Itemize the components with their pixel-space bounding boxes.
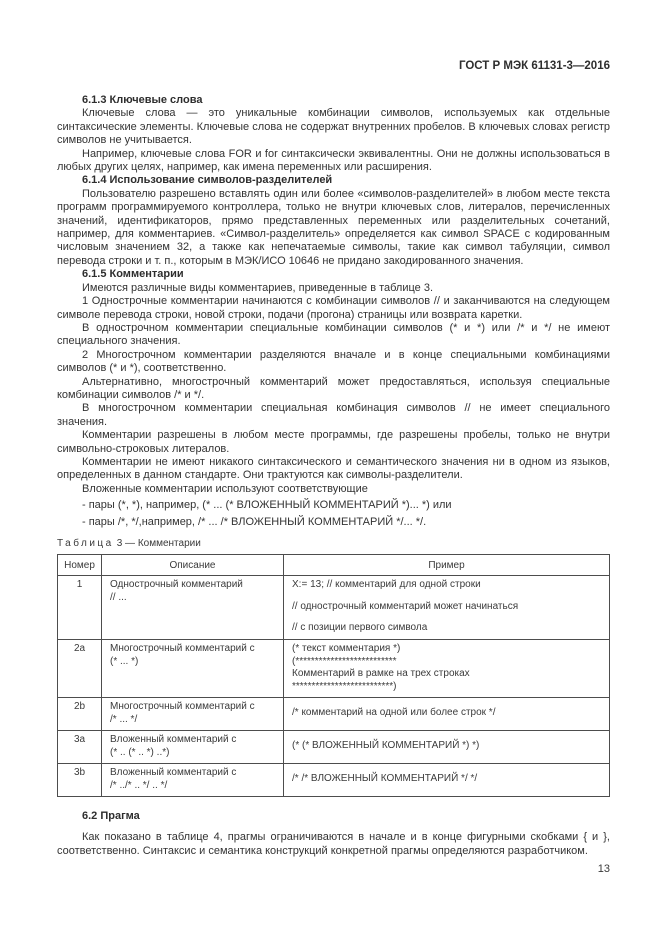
content-flow	[57, 94, 610, 529]
table-row	[58, 731, 610, 764]
paragraph: Комментарии разрешены в любом месте программы, где разрешены пробелы, только не внутри символьно-строковых литералов.	[57, 429, 610, 455]
example-line: (* текст комментария *)	[292, 643, 401, 654]
paragraph: В однострочном комментарии специальные комбинации символов (* и *) или /* и */ не имеют специального значения.	[57, 321, 610, 348]
paragraph: В многострочном комментарии специальная комбинация символов // не имеет специального значения.	[57, 402, 610, 428]
description-cell	[102, 640, 284, 698]
column-header-example: Пример	[284, 555, 610, 576]
table-label-word: Таблица	[57, 538, 114, 549]
example-line: // с позиции первого символа	[292, 622, 428, 634]
list-item: - пары /*, */,например, /* ... /* ВЛОЖЕННЫЙ КОММЕНТАРИЙ */... */.	[82, 515, 427, 528]
example-line: X:= 13; // комментарий для одной строки	[292, 579, 481, 591]
column-header-number: Номер	[58, 555, 102, 576]
paragraph: Альтернативно, многострочный комментарий может предоставляться, используя специальные комбинации символов /* и */.	[57, 375, 610, 401]
example-cell	[284, 640, 610, 698]
paragraph: 2 Многострочном комментарии разделяются вначале и в конце специальными комбинациями символов (* и *), соответственно.	[57, 348, 610, 375]
column-header-description: Описание	[102, 555, 284, 576]
description-cell	[102, 576, 284, 640]
description-line: (* .. (* .. *) ..*)	[110, 746, 170, 758]
paragraph: Вложенные комментарии используют соответствующие	[82, 482, 368, 495]
table-header-row	[58, 555, 610, 576]
description-line: /* ../* .. */ .. */	[110, 779, 168, 791]
example-line: /* /* ВЛОЖЕННЫЙ КОММЕНТАРИЙ */ */	[292, 773, 478, 785]
paragraph: Комментарии не имеют никакого синтаксического и семантического значения ни в одном из языков, определенных в данном стандарте. Они трактуются как символы-разделители.	[57, 455, 610, 482]
section-heading: 6.1.3 Ключевые слова	[82, 94, 203, 106]
description-cell	[102, 698, 284, 731]
section-heading: 6.1.5 Комментарии	[82, 268, 184, 281]
description-line: Многострочный комментарий с	[110, 701, 255, 712]
paragraph: Имеются различные виды комментариев, приведенные в таблице 3.	[82, 281, 434, 294]
example-line: /* комментарий на одной или более строк */	[292, 707, 496, 719]
description-line: Многострочный комментарий с	[110, 643, 255, 654]
description-line: /* ... */	[110, 713, 138, 725]
section-heading: 6.1.4 Использование символов-разделителей	[82, 174, 333, 187]
page-number: 13	[597, 863, 610, 876]
table-row	[58, 764, 610, 797]
doc-header-code: ГОСТ Р МЭК 61131-3—2016	[458, 60, 610, 72]
example-line: Комментарий в рамке на трех строках	[292, 668, 470, 679]
example-line: **************************)	[292, 680, 397, 692]
description-line: Вложенный комментарий с	[110, 734, 237, 745]
row-number-cell: 2a	[58, 640, 102, 698]
paragraph: Пользователю разрешено вставлять один или более «символов-разделителей» в любом месте текста программ программируемого контроллера, только не внутри ключевых слов, литералов, перечисленных значений, идентификаторов, прямо представленных переменных или разделительных сочетаний, например, для комментариев. «Символ-разделитель» определяется как символ SPACE с кодированным числовым значением 32, а также как непечатаемые символы, такие как символ табуляции, символ перевода строки и т. п., которым в МЭК/ИСО 10646 не придано закодированного значения.	[57, 187, 610, 267]
paragraph: Например, ключевые слова FOR и for синтаксически эквивалентны. Они не должны использоваться в любых других целях, например, как имена переменных или расширения.	[57, 147, 610, 174]
description-cell	[102, 731, 284, 764]
after-table-flow	[57, 810, 610, 858]
description-line: // ...	[110, 591, 127, 603]
example-line: (* (* ВЛОЖЕННЫЙ КОММЕНТАРИЙ *) *)	[292, 740, 480, 752]
description-line: (* ... *)	[110, 655, 139, 667]
table-label-number: 3 — Комментарии	[116, 538, 201, 549]
table-row	[58, 576, 610, 640]
section-heading: 6.2 Прагма	[82, 810, 140, 822]
paragraph: Ключевые слова — это уникальные комбинации символов, используемых как отдельные синтаксические элементы. Ключевые слова не содержат внутренних пробелов. В ключевых словах регистр символов не учитывается.	[57, 107, 610, 147]
row-number-cell: 3a	[58, 731, 102, 764]
table-row	[58, 640, 610, 698]
example-cell	[284, 731, 610, 764]
description-line: Однострочный комментарий	[110, 579, 243, 590]
example-line: // однострочный комментарий может начинаться	[292, 600, 519, 612]
row-number-cell: 3b	[58, 764, 102, 797]
row-number-cell: 2b	[58, 698, 102, 731]
paragraph: 1 Однострочные комментарии начинаются с комбинации символов // и заканчиваются на следующем символе перевода строки, новой строки, подачи (прогона) страницы или возврата каретки.	[57, 295, 610, 321]
paragraph: Как показано в таблице 4, прагмы ограничиваются в начале и в конце фигурными скобками { и }, соответственно. Синтаксис и семантика конструкций конкретной прагмы определяются разработчиком.	[57, 831, 610, 857]
example-cell	[284, 764, 610, 797]
row-number-cell: 1	[58, 576, 102, 640]
example-cell	[284, 698, 610, 731]
list-item: - пары (*, *), например, (* ... (* ВЛОЖЕННЫЙ КОММЕНТАРИЙ *)... *) или	[82, 499, 452, 512]
table-label	[57, 538, 610, 549]
table-row	[58, 698, 610, 731]
example-cell	[284, 576, 610, 640]
example-line: (**************************	[292, 655, 397, 667]
description-line: Вложенный комментарий с	[110, 767, 237, 778]
comments-table	[57, 554, 610, 797]
description-cell	[102, 764, 284, 797]
